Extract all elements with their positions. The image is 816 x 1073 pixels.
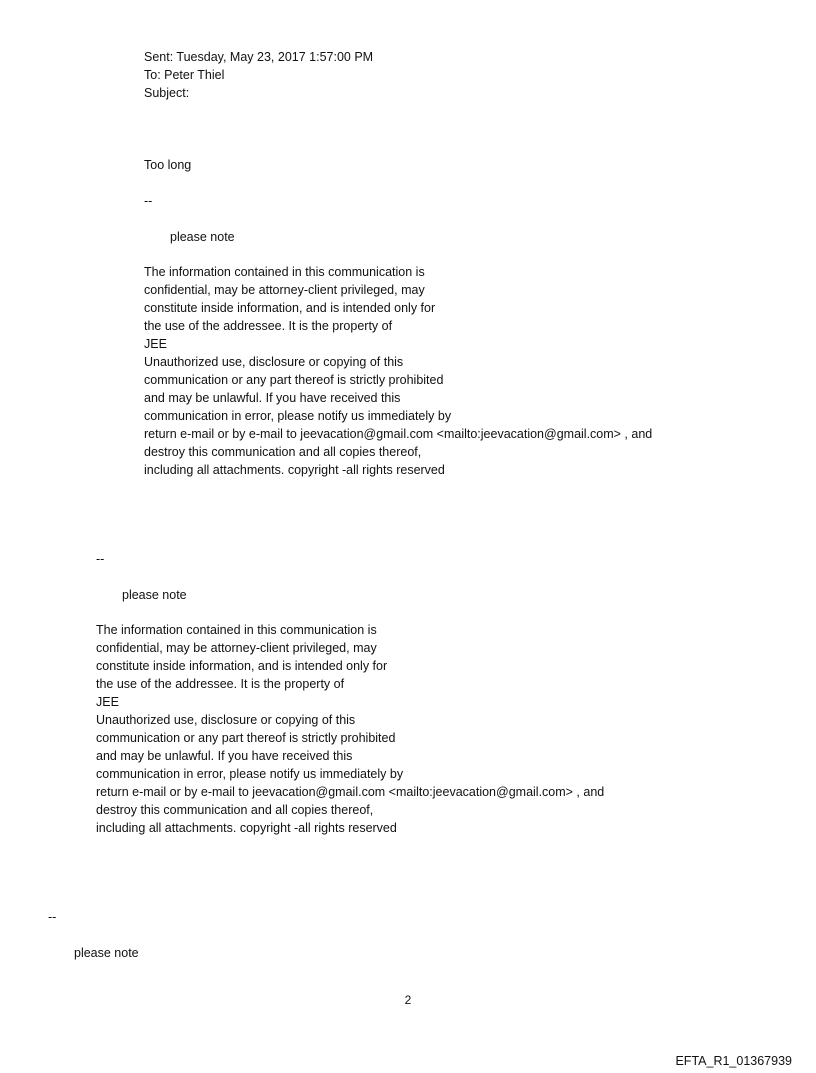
- message-body: Too long: [144, 158, 192, 172]
- disclaimer-line: JEE: [96, 695, 119, 709]
- disclaimer-line: Unauthorized use, disclosure or copying of this: [96, 713, 356, 727]
- disclaimer-line: destroy this communication and all copies thereof,: [96, 803, 374, 817]
- disclaimer-line: constitute inside information, and is intended only for: [144, 301, 436, 315]
- disclaimer-line: constitute inside information, and is intended only for: [96, 659, 388, 673]
- page-number: 2: [404, 993, 412, 1007]
- disclaimer-line: The information contained in this communication is: [96, 623, 377, 637]
- disclaimer-line: confidential, may be attorney-client privileged, may: [144, 283, 425, 297]
- disclaimer-line: the use of the addressee. It is the property of: [96, 677, 345, 691]
- disclaimer-line: and may be unlawful. If you have received this: [144, 391, 401, 405]
- disclaimer-line: communication or any part thereof is strictly prohibited: [144, 373, 444, 387]
- signature-2-note: please note: [122, 588, 187, 602]
- disclaimer-line: the use of the addressee. It is the property of: [144, 319, 393, 333]
- signature-1-disclaimer: [144, 263, 652, 479]
- signature-3-note: please note: [74, 946, 139, 960]
- disclaimer-line: The information contained in this communication is: [144, 265, 425, 279]
- subject-line: Subject:: [144, 86, 190, 100]
- disclaimer-line: including all attachments. copyright -all rights reserved: [144, 463, 445, 477]
- disclaimer-line: including all attachments. copyright -all rights reserved: [96, 821, 397, 835]
- signature-3-separator: --: [48, 910, 57, 924]
- signature-1-separator: --: [144, 194, 153, 208]
- signature-1-note: please note: [170, 230, 235, 244]
- signature-2-disclaimer: [96, 621, 604, 837]
- to-line: To: Peter Thiel: [144, 68, 225, 82]
- disclaimer-line: return e-mail or by e-mail to jeevacation@gmail.com <mailto:jeevacation@gmail.com> , and: [96, 785, 605, 799]
- sent-line: Sent: Tuesday, May 23, 2017 1:57:00 PM: [144, 50, 374, 64]
- email-header: [144, 48, 373, 102]
- signature-2-separator: --: [96, 552, 105, 566]
- disclaimer-line: confidential, may be attorney-client privileged, may: [96, 641, 377, 655]
- disclaimer-line: communication or any part thereof is strictly prohibited: [96, 731, 396, 745]
- disclaimer-line: return e-mail or by e-mail to jeevacation@gmail.com <mailto:jeevacation@gmail.com> , and: [144, 427, 653, 441]
- disclaimer-line: and may be unlawful. If you have received this: [96, 749, 353, 763]
- disclaimer-line: communication in error, please notify us immediately by: [96, 767, 404, 781]
- disclaimer-line: communication in error, please notify us immediately by: [144, 409, 452, 423]
- bates-number: EFTA_R1_01367939: [675, 1054, 792, 1068]
- disclaimer-line: JEE: [144, 337, 167, 351]
- disclaimer-line: destroy this communication and all copies thereof,: [144, 445, 422, 459]
- disclaimer-line: Unauthorized use, disclosure or copying of this: [144, 355, 404, 369]
